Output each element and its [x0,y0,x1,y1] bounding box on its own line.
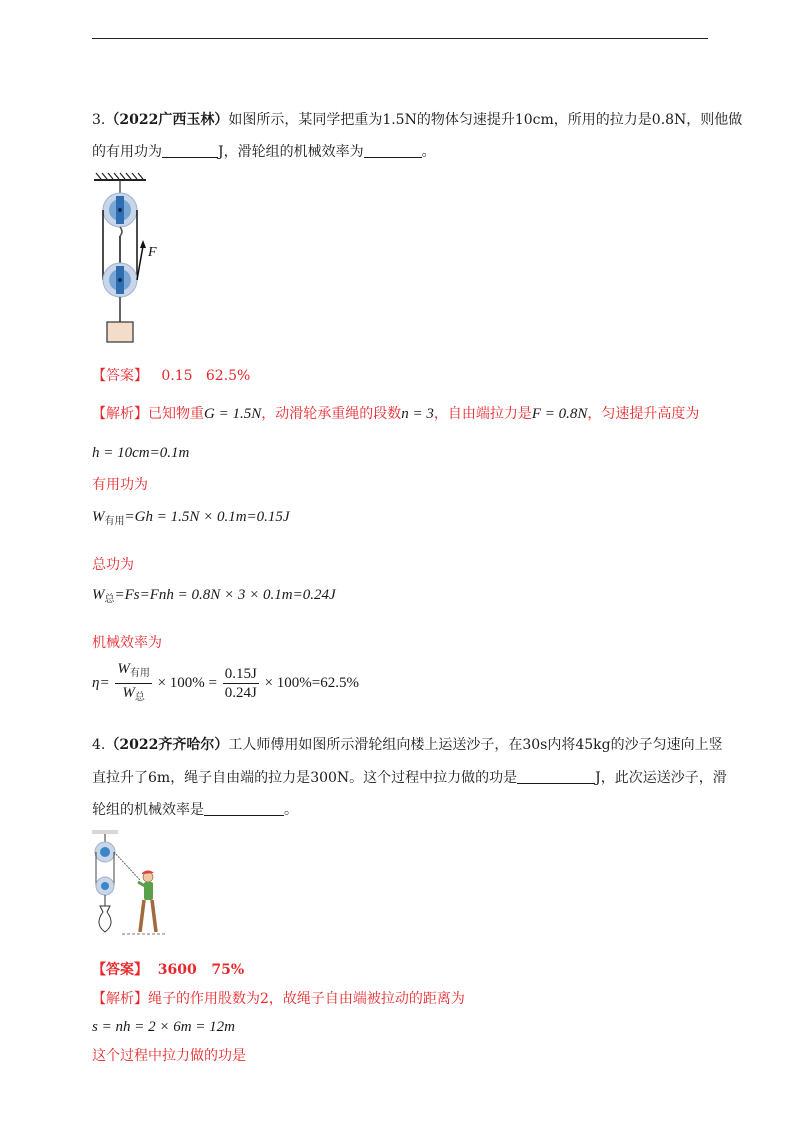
q3-blank-1[interactable] [162,143,218,158]
sand-bag [99,906,111,932]
q3-frac-2 [223,665,259,702]
q3-answer-value: 0.15 62.5% [161,368,251,384]
q4-worker-figure [90,828,170,940]
q3-eq-useful [92,507,290,532]
q3-text-c: ，所用的拉力是 [553,112,652,128]
q3-eq-h: h = 10cm=0.1m [92,445,190,461]
q3-line-1 [92,110,742,130]
q4-number: 4. [92,737,106,753]
q3-height: 10cm [514,112,554,128]
q4-text-c: 的沙子匀速向上竖 [610,737,723,753]
q4-answer [92,960,244,980]
q4-analysis-a: 绳子的作用股数为2，故绳子自由端被拉动的距离为 [148,991,465,1007]
q3-frac1-num-w: W [117,661,130,677]
q3-analysis-a: 已知物重 [148,406,204,422]
q4-distance: 6m [148,770,171,786]
q4-line-2 [92,768,727,788]
ceiling-beam [92,830,118,834]
q3-eq-total [92,585,336,610]
q3-analysis-d: ，匀速提升高度为 [587,406,700,422]
q3-analysis-label: 【解析】 [92,406,148,422]
q3-number: 3. [92,112,106,128]
ceiling-hatch [96,173,143,179]
q4-work-label: 这个过程中拉力做的功是 [92,1048,246,1064]
q4-analysis-label: 【解析】 [92,991,148,1007]
q3-eq-n: n = 3 [401,406,434,422]
q3-frac2-num: 0.15J [224,666,257,682]
q3-answer [92,366,250,386]
q4-text-a: 工人师傅用如图所示滑轮组向楼上运送沙子，在 [228,737,523,753]
free-end-rope [137,246,143,280]
q3-eq-f: F = 0.8N [531,406,588,422]
q3-frac1-den-sub: 总 [134,692,145,703]
q3-eq-total-rest: =Fs=Fnh = 0.8N × 3 × 0.1m=0.24J [114,587,336,603]
q4-text-d: 直拉升了 [92,770,148,786]
q3-analysis-b: ，动滑轮承重绳的段数 [261,406,402,422]
q3-pulley-figure [92,172,172,352]
q4-eq-s: s = nh = 2 × 6m = 12m [92,1019,235,1035]
q3-text-g: 。 [421,144,436,160]
q3-total-work-label: 总功为 [92,557,134,573]
q3-answer-label: 【答案】 [92,368,148,384]
q3-analysis-line-1 [92,404,699,424]
q4-blank-1[interactable] [517,769,595,784]
load-box [107,322,133,342]
q4-mass: 45kg [575,737,611,753]
q3-source: （2022广西玉林） [105,112,229,128]
q4-answer-label: 【答案】 [92,962,148,978]
q3-eq-times2: × 100%=62.5% [264,674,360,691]
q3-eq-efficiency [92,660,359,707]
q4-line-1 [92,735,723,755]
q3-eq-total-w: W [92,587,105,603]
q3-frac1-den-w: W [122,685,135,701]
q4-blank-2[interactable] [204,801,284,816]
q3-eq-eta: η= [92,674,110,691]
q3-text-d: ，则他做 [686,112,743,128]
q4-text-h: 轮组的机械效率是 [92,802,204,818]
q3-frac1-num-sub: 有用 [129,668,150,679]
q3-text-f: J，滑轮组的机械效率为 [218,144,364,160]
q3-text-e: 的有用功为 [92,144,162,160]
q3-line-2 [92,142,436,162]
force-arrow-icon [140,240,146,248]
q4-text-b: 内将 [547,737,576,753]
q4-text-f: 。这个过程中拉力做的功是 [349,770,518,786]
q3-frac-1 [115,660,152,707]
q4-answer-value: 3600 75% [157,962,245,978]
q4-time: 30s [522,737,548,753]
q3-weight: 1.5N [382,112,417,128]
q3-eq-useful-w: W [92,509,105,525]
q4-text-i: 。 [284,802,298,818]
q4-force: 300N [310,770,350,786]
q3-efficiency-label: 机械效率为 [92,635,162,651]
q3-eq-useful-sub: 有用 [104,516,125,527]
q4-line-3 [92,800,298,820]
q3-eq-total-sub: 总 [104,594,115,605]
q4-text-g: J，此次运送沙子，滑 [595,770,727,786]
header-rule [92,38,708,39]
q3-text-a: 如图所示，某同学把重为 [228,112,383,128]
q3-blank-2[interactable] [364,143,422,158]
q3-eq-times1: × 100% = [157,674,217,691]
force-label: F [148,245,157,260]
q3-useful-work-label: 有用功为 [92,477,148,493]
q3-text-b: 的物体匀速提升 [416,112,515,128]
q4-text-e: ，绳子自由端的拉力是 [170,770,311,786]
q4-source: （2022齐齐哈尔） [105,737,229,753]
q3-frac2-den: 0.24J [224,685,257,701]
q3-eq-useful-rest: =Gh = 1.5N × 0.1m=0.15J [124,509,290,525]
q3-analysis-c: ，自由端拉力是 [433,406,532,422]
q4-analysis-line-1 [92,989,465,1009]
q3-eq-g: G = 1.5N [204,406,262,422]
q3-force: 0.8N [651,112,687,128]
